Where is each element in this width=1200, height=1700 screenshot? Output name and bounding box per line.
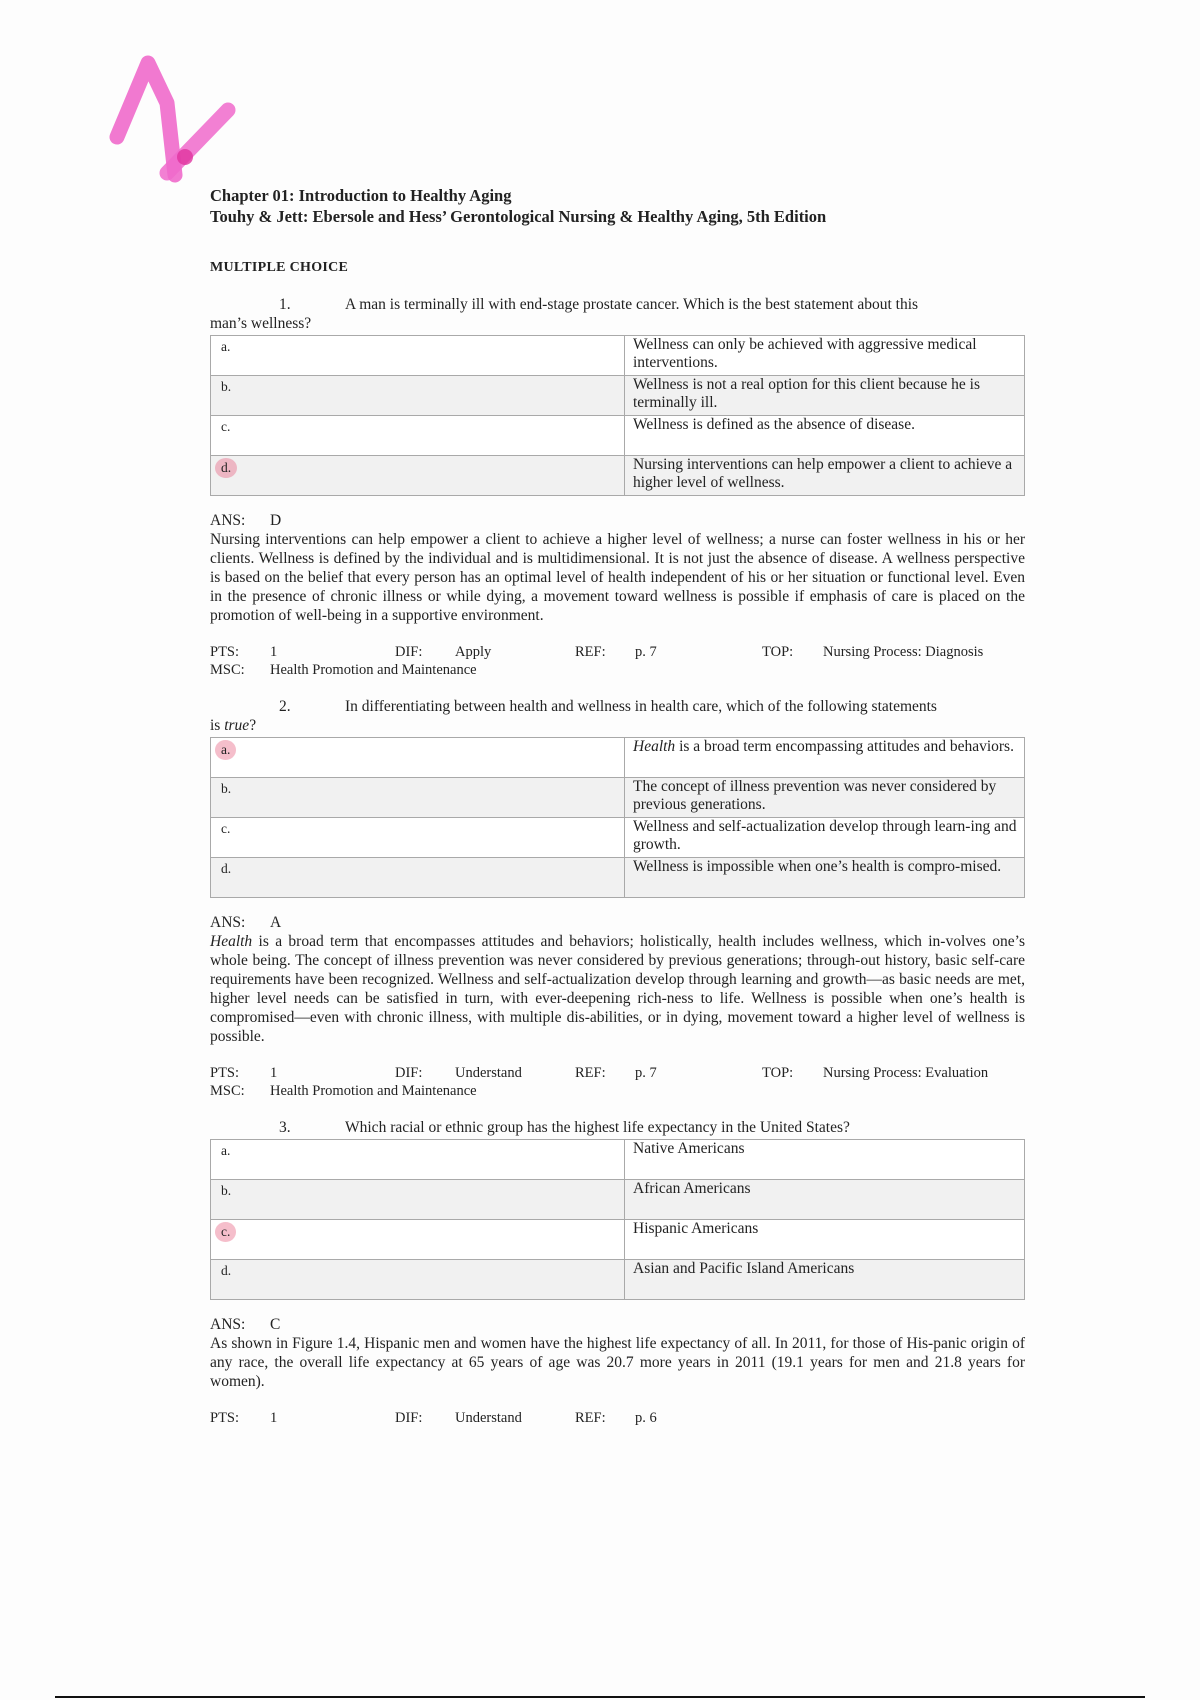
question-number: 3.	[279, 1119, 291, 1136]
choice-row[interactable]	[211, 778, 1025, 818]
reference-value: p. 6	[635, 1410, 657, 1426]
choice-row[interactable]	[211, 818, 1025, 858]
choice-row[interactable]	[211, 1140, 1025, 1180]
choice-text: Wellness is defined as the absence of disease.	[625, 416, 1025, 456]
answer-rationale: Health is a broad term that encompasses attitudes and behaviors; holistically, health includes wellness, which in-volves one’s whole being. The concept of illness prevention was never considered by previous generations; through-out history, basic self-care requirements have been recognized. Wellness and self-actualization develop through learning and growth—as basic needs are met, higher level needs can be satisfied in turn, with ever-deepening rich-ness to life. Wellness is possible when one’s health is compromised—even with chronic illness, with multiple dis-abilities, or in dying, movement toward a higher level of wellness is possible.	[210, 933, 1025, 1045]
topic-value: Nursing Process: Evaluation	[823, 1065, 989, 1081]
choice-letter: a.	[211, 1140, 625, 1180]
msc-value: Health Promotion and Maintenance	[270, 662, 477, 678]
choice-text: African Americans	[625, 1180, 1025, 1220]
answer-line	[210, 511, 1025, 530]
choice-letter: c.	[211, 416, 625, 456]
question-number: 2.	[279, 698, 291, 715]
choice-letter: b.	[211, 376, 625, 416]
answer-highlight: a.	[215, 740, 236, 760]
document-content	[210, 185, 1025, 1445]
choice-text: Nursing interventions can help empower a client to achieve a higher level of wellness.	[625, 456, 1025, 496]
points-value: 1	[270, 644, 278, 660]
question-3	[210, 1118, 1025, 1445]
difficulty-value: Understand	[455, 1410, 522, 1426]
choice-text: Health is a broad term encompassing attitudes and behaviors.	[625, 738, 1025, 778]
answer-value: A	[270, 914, 282, 931]
choices-table	[210, 335, 1025, 496]
answer-value: D	[270, 512, 282, 529]
choice-text: Hispanic Americans	[625, 1220, 1025, 1260]
choice-text: Wellness is not a real option for this client because he is terminally ill.	[625, 376, 1025, 416]
question-stem: 1. A man is terminally ill with end-stage prostate cancer. Which is the best statement about this	[279, 296, 919, 313]
choice-row[interactable]	[211, 1260, 1025, 1300]
answer-label: ANS:	[210, 914, 246, 931]
handwritten-checkmark-annotation	[105, 55, 255, 195]
choice-letter: d.	[211, 858, 625, 898]
choice-row[interactable]	[211, 336, 1025, 376]
chapter-title: Chapter 01: Introduction to Healthy Aging	[210, 186, 512, 205]
choice-letter-highlighted	[211, 738, 625, 778]
answer-line	[210, 1315, 1025, 1334]
choice-letter: c.	[211, 818, 625, 858]
choice-letter: b.	[211, 778, 625, 818]
points-value: 1	[270, 1410, 278, 1426]
choice-row[interactable]	[211, 858, 1025, 898]
question-1	[210, 295, 1025, 679]
choice-text: Native Americans	[625, 1140, 1025, 1180]
topic-value: Nursing Process: Diagnosis	[823, 644, 984, 660]
reference-value: p. 7	[635, 1065, 657, 1081]
question-number: 1.	[279, 296, 291, 313]
choices-table	[210, 1139, 1025, 1300]
answer-highlight: d.	[215, 458, 237, 478]
choice-text: Wellness is impossible when one’s health is compro-mised.	[625, 858, 1025, 898]
answer-line	[210, 913, 1025, 932]
book-title: Touhy & Jett: Ebersole and Hess’ Gerontological Nursing & Healthy Aging, 5th Edition	[210, 207, 827, 226]
choice-letter: b.	[211, 1180, 625, 1220]
choice-text: Wellness can only be achieved with aggressive medical interventions.	[625, 336, 1025, 376]
choice-text: Wellness and self-actualization develop through learn-ing and growth.	[625, 818, 1025, 858]
choice-row[interactable]	[211, 376, 1025, 416]
msc-value: Health Promotion and Maintenance	[270, 1083, 477, 1099]
choice-row-selected[interactable]	[211, 738, 1025, 778]
answer-rationale: Nursing interventions can help empower a client to achieve a higher level of wellness; a nurse can foster wellness in his or her clients. Wellness is defined by the individual and is multidimensional. It is not just the absence of disease. A wellness perspective is based on the belief that every person has an optimal level of health independent of his or her situation or functional level. Even in the presence of chronic illness or while dying, a movement toward wellness is possible if emphasis of care is placed on the promotion of well-being in a supportive environment.	[210, 531, 1025, 624]
question-metadata: PTS: 1 DIF: Understand REF: p. 7 TOP: Nursing Process: Evaluation MSC: Health Promotion and Maintenance	[210, 1065, 989, 1099]
question-2	[210, 697, 1025, 1100]
choice-text: The concept of illness prevention was never considered by previous generations.	[625, 778, 1025, 818]
question-stem: 3. Which racial or ethnic group has the highest life expectancy in the United States?	[279, 1119, 850, 1136]
choice-row[interactable]	[211, 416, 1025, 456]
question-stem-continued: is true?	[210, 717, 257, 734]
answer-label: ANS:	[210, 1316, 246, 1333]
answer-label: ANS:	[210, 512, 246, 529]
page-bottom-rule	[55, 1696, 1145, 1698]
points-value: 1	[270, 1065, 278, 1081]
section-heading: MULTIPLE CHOICE	[210, 260, 349, 275]
reference-value: p. 7	[635, 644, 657, 660]
question-stem-continued: man’s wellness?	[210, 315, 312, 332]
difficulty-value: Apply	[455, 644, 492, 660]
answer-rationale: As shown in Figure 1.4, Hispanic men and women have the highest life expectancy of all. In 2011, for those of His-panic origin of any race, the overall life expectancy at 65 years of age was 20.7 more years in 2011 (19.1 years for men and 21.8 years for women).	[210, 1335, 1025, 1390]
question-stem: 2. In differentiating between health and wellness in health care, which of the following statements	[279, 698, 937, 715]
choices-table	[210, 737, 1025, 898]
choice-letter: d.	[211, 1260, 625, 1300]
choice-letter-highlighted	[211, 456, 625, 496]
choice-text: Asian and Pacific Island Americans	[625, 1260, 1025, 1300]
answer-value: C	[270, 1316, 281, 1333]
difficulty-value: Understand	[455, 1065, 522, 1081]
choice-letter: a.	[211, 336, 625, 376]
question-metadata: PTS: 1 DIF: Apply REF: p. 7 TOP: Nursing Process: Diagnosis MSC: Health Promotion and Maintenance	[210, 644, 984, 678]
choice-row-selected[interactable]	[211, 1220, 1025, 1260]
choice-letter-highlighted	[211, 1220, 625, 1260]
question-metadata: PTS: 1 DIF: Understand REF: p. 6	[210, 1410, 657, 1426]
choice-row-selected[interactable]	[211, 456, 1025, 496]
choice-row[interactable]	[211, 1180, 1025, 1220]
answer-highlight: c.	[215, 1222, 236, 1242]
